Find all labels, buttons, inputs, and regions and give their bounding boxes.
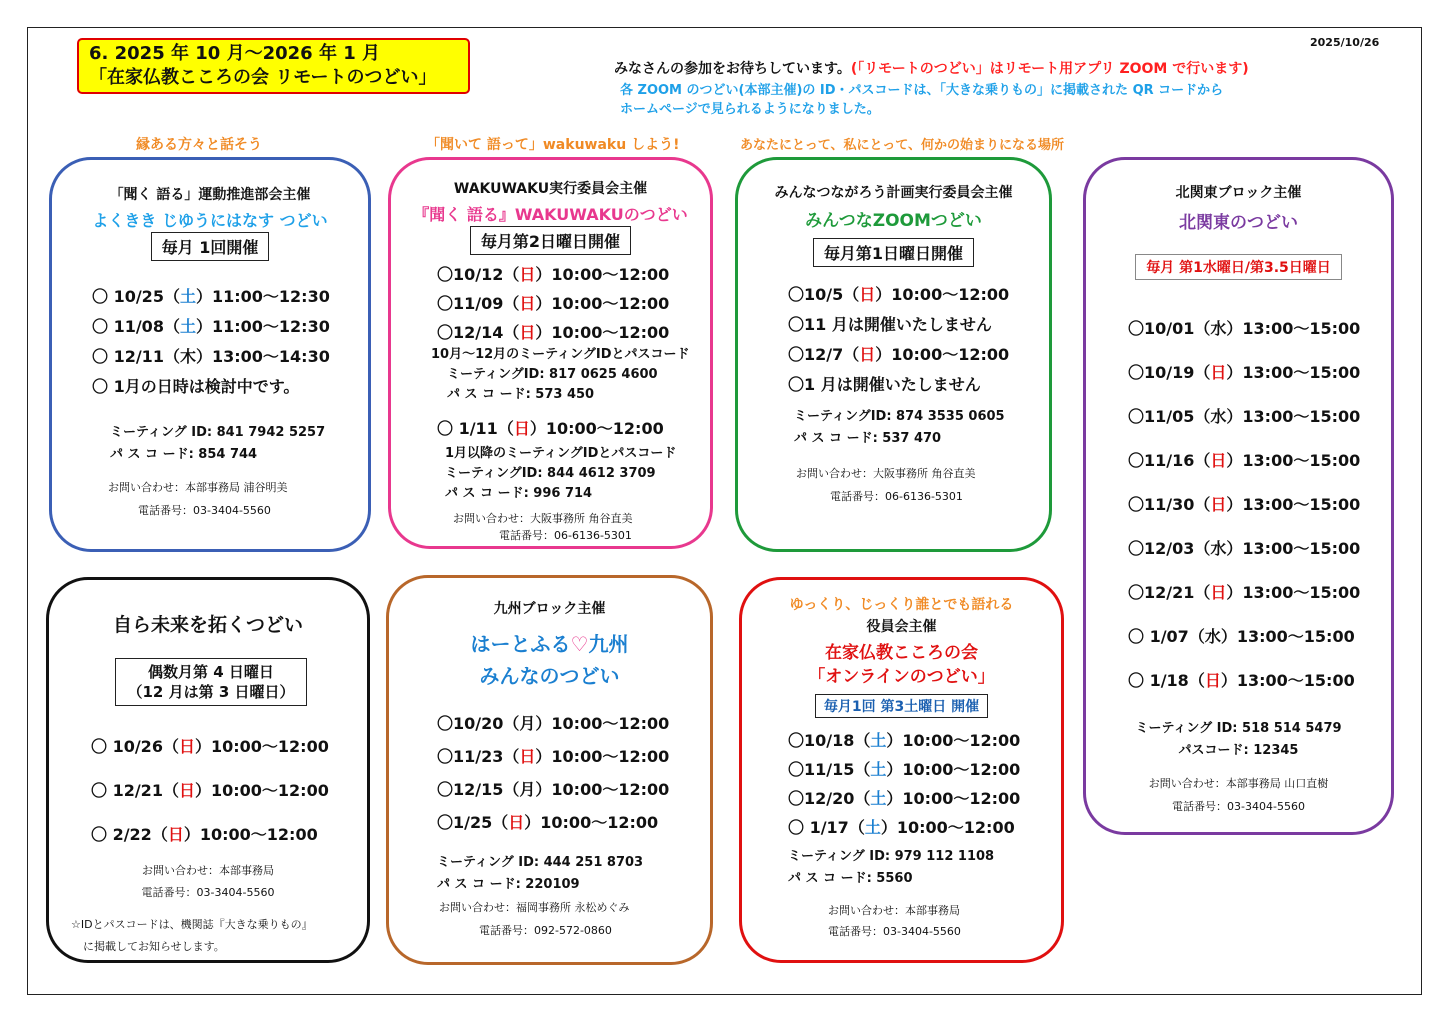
id-note: [71, 914, 313, 958]
event-row: 〇 12/11（木）13:00～14:30: [92, 347, 330, 366]
contact: お問い合わせ：大阪事務所 角谷直美: [453, 512, 633, 525]
card-name-line-1: 在家仏教こころの会: [825, 643, 978, 663]
card-organizer: WAKUWAKU実行委員会主催: [453, 181, 648, 197]
title-line-2: 「在家仏教こころの会 リモートのつどい」: [89, 67, 437, 88]
event-row: 〇 11/08（土）11:00～12:30: [92, 317, 330, 336]
note-line-2: に掲載してお知らせします。: [83, 940, 225, 953]
event-row: 〇 12/21（日）10:00～12:00: [91, 781, 329, 800]
passcode: パ ス コ ード: 573 450: [447, 387, 595, 402]
meeting-id: ミーティング ID: 979 112 1108: [788, 849, 995, 864]
event-row: 〇12/03（水）13:00～15:00: [1128, 539, 1361, 558]
card-organizer: 役員会主催: [866, 619, 937, 635]
meeting-id: ミーティング ID: 518 514 5479: [1135, 721, 1342, 736]
card-name-line-2: 「オンラインのつどい」: [808, 667, 995, 687]
phone: 電話番号：03-3404-5560: [138, 504, 271, 517]
tagline-2: 「聞いて 語って」wakuwaku しよう!: [426, 137, 680, 153]
zoom-credentials: [794, 406, 1005, 450]
frequency-box: 毎月 第1水曜日/第3.5日曜日: [1135, 254, 1342, 280]
event-note: 〇 1月の日時は検討中です。: [92, 377, 300, 396]
meeting-id: ミーティングID: 844 4612 3709: [445, 466, 656, 481]
card-wakuwaku: [388, 157, 713, 549]
event-list: [437, 260, 669, 347]
credentials-title: 1月以降のミーティングIDとパスコード: [445, 446, 677, 461]
event-row: 〇11/30（日）13:00～15:00: [1128, 495, 1361, 514]
zoom-credentials: [1086, 718, 1391, 762]
zoom-credentials-jan: [445, 444, 676, 504]
card-name-line-1: はーとふる♡九州: [470, 632, 629, 656]
contact-info: [1086, 772, 1391, 818]
frequency-box: 毎月1回 第3土曜日 開催: [815, 694, 988, 718]
event-row: 〇 1/18（日）13:00～15:00: [1128, 671, 1355, 690]
event-note: 〇1 月は開催いたしません: [788, 375, 981, 394]
event-row: 〇11/15（土）10:00～12:00: [788, 760, 1021, 779]
event-list: [1128, 307, 1360, 703]
phone: 電話番号：03-3404-5560: [1172, 800, 1305, 813]
intro-zoom-note: (「リモートのつどい」はリモート用アプリ ZOOM で行います): [850, 61, 1249, 77]
zoom-credentials-oct-dec: [431, 345, 690, 405]
contact: お問い合わせ：本部事務局 山口直樹: [1148, 777, 1329, 790]
title-line-1: 6. 2025 年 10 月～2026 年 1 月: [89, 43, 380, 64]
frequency-box: [115, 658, 307, 706]
phone: 電話番号：06-6136-5301: [830, 490, 963, 503]
event-row: 〇10/5（日）10:00～12:00: [788, 285, 1010, 304]
card-mirai: [46, 577, 370, 963]
phone: 電話番号：092-572-0860: [479, 924, 612, 937]
event-row: 〇 10/26（日）10:00～12:00: [91, 737, 329, 756]
card-name: 北関東のつどい: [1179, 213, 1298, 233]
event-row: 〇11/05（水）13:00～15:00: [1128, 407, 1361, 426]
phone: 電話番号：03-3404-5560: [828, 925, 961, 938]
event-row: 〇 10/25（土）11:00～12:30: [92, 287, 330, 306]
event-list: [788, 726, 1020, 842]
card-name: 『聞く 語る』WAKUWAKUのつどい: [413, 205, 688, 224]
event-row: 〇12/21（日）13:00～15:00: [1128, 583, 1361, 602]
contact: お問い合わせ：本部事務局: [828, 904, 960, 917]
contact: お問い合わせ：本部事務局: [142, 864, 274, 877]
tagline-1: 縁ある方々と話そう: [136, 137, 262, 153]
meeting-id: ミーティング ID: 444 251 8703: [437, 855, 644, 870]
frequency-box: 毎月第1日曜日開催: [813, 238, 974, 267]
contact-info: [108, 476, 288, 522]
event-row: 〇 1/07（水）13:00～15:00: [1128, 627, 1355, 646]
event-row: 〇 2/22（日）10:00～12:00: [91, 825, 318, 844]
phone: 電話番号：03-3404-5560: [141, 886, 275, 899]
event-list: [92, 282, 330, 402]
event-row: 〇12/20（土）10:00～12:00: [788, 789, 1021, 808]
passcode: パ ス コ ード: 220109: [437, 877, 580, 892]
event-row: 〇10/20（月）10:00～12:00: [437, 714, 670, 733]
event-row: 〇11/09（日）10:00～12:00: [437, 294, 670, 313]
event-row: 〇12/14（日）10:00～12:00: [437, 323, 670, 342]
card-name-line-2: みんなのつどい: [479, 664, 620, 688]
meeting-id: ミーティングID: 874 3535 0605: [794, 409, 1005, 424]
card-name: 自ら未来を拓くつどい: [112, 614, 303, 636]
card-organizer: みんなつながろう計画実行委員会主催: [774, 185, 1013, 201]
contact-info: [828, 900, 961, 942]
card-organizer: 北関東ブロック主催: [1175, 185, 1302, 201]
contact-info: [439, 896, 630, 942]
tagline-3: あなたにとって、私にとって、何かの始まりになる場所: [740, 138, 1064, 153]
card-kitakanto: [1083, 157, 1394, 835]
heart-icon: ♡: [570, 632, 589, 656]
contact-info: [796, 462, 976, 508]
card-name: よくきき じゆうにはなす つどい: [92, 211, 328, 230]
contact-info: [49, 860, 367, 904]
contact: お問い合わせ：福岡事務所 永松めぐみ: [439, 901, 630, 914]
frequency-line-1: 偶数月第 4 日曜日: [148, 663, 274, 681]
contact: お問い合わせ：本部事務局 浦谷明美: [108, 481, 288, 494]
meeting-id: ミーティングID: 817 0625 4600: [447, 367, 658, 382]
card-tagline: ゆっくり、じっくり誰とでも語れる: [789, 597, 1014, 613]
intro-zoom-line-1: 各 ZOOM のつどい(本部主催)の ID・パスコードは、「大きな乗りもの」に掲載された QR コードから: [620, 83, 1224, 98]
frequency-line-2: （12 月は第 3 日曜日）: [127, 683, 295, 701]
intro-zoom-line-2: ホームページで見られるようになりました。: [620, 102, 880, 117]
passcode: パスコード: 12345: [1178, 743, 1299, 758]
card-kyushu: [386, 575, 713, 965]
document-date: 2025/10/26: [1310, 36, 1380, 49]
event-list: [91, 725, 329, 857]
zoom-credentials: [437, 852, 643, 896]
card-organizer: 「聞く 語る」運動推進部会主催: [109, 187, 311, 203]
card-yokukiki: [49, 157, 371, 552]
event-row: 〇12/15（月）10:00～12:00: [437, 780, 670, 799]
event-row: 〇 1/11（日）10:00～12:00: [437, 419, 664, 438]
intro-zoom-info: [620, 81, 1223, 119]
event-row: 〇11/23（日）10:00～12:00: [437, 747, 670, 766]
event-row: 〇10/12（日）10:00～12:00: [437, 265, 670, 284]
event-list: [788, 280, 1009, 400]
passcode: パ ス コ ード: 996 714: [445, 486, 593, 501]
event-row: 〇11/16（日）13:00～15:00: [1128, 451, 1361, 470]
card-name: みんつなZOOMつどい: [805, 211, 982, 231]
meeting-id: ミーティング ID: 841 7942 5257: [110, 425, 326, 440]
card-organizer: 九州ブロック主催: [493, 601, 606, 617]
frequency-box: 毎月 1回開催: [151, 232, 270, 261]
passcode: パ ス コ ード: 854 744: [110, 447, 258, 462]
page-title-box: [77, 38, 470, 94]
card-online: [739, 577, 1064, 963]
card-mintsuna: [735, 157, 1052, 552]
event-row: 〇10/01（水）13:00～15:00: [1128, 319, 1361, 338]
event-row: 〇10/19（日）13:00～15:00: [1128, 363, 1361, 382]
event-row: 〇12/7（日）10:00～12:00: [788, 345, 1010, 364]
phone: 電話番号：06-6136-5301: [499, 529, 632, 542]
event-list: [437, 707, 669, 839]
event-row: 〇1/25（日）10:00～12:00: [437, 813, 659, 832]
intro-line-1: [614, 58, 1249, 78]
frequency-box: 毎月第2日曜日開催: [470, 226, 631, 255]
credentials-title: 10月～12月のミーティングIDとパスコード: [431, 347, 690, 362]
contact-info: [453, 510, 633, 544]
event-note: 〇11 月は開催いたしません: [788, 315, 992, 334]
zoom-credentials: [788, 846, 994, 890]
zoom-credentials: [110, 422, 325, 466]
event-row: 〇10/18（土）10:00～12:00: [788, 731, 1021, 750]
passcode: パ ス コ ード: 537 470: [794, 431, 942, 446]
intro-text: みなさんの参加をお待ちしています。: [614, 61, 851, 77]
event-row: 〇 1/17（土）10:00～12:00: [788, 818, 1015, 837]
passcode: パ ス コ ード: 5560: [788, 871, 913, 886]
note-line-1: ☆IDとパスコードは、機関誌『大きな乗りもの』: [71, 918, 313, 931]
contact: お問い合わせ：大阪事務所 角谷直美: [796, 467, 976, 480]
